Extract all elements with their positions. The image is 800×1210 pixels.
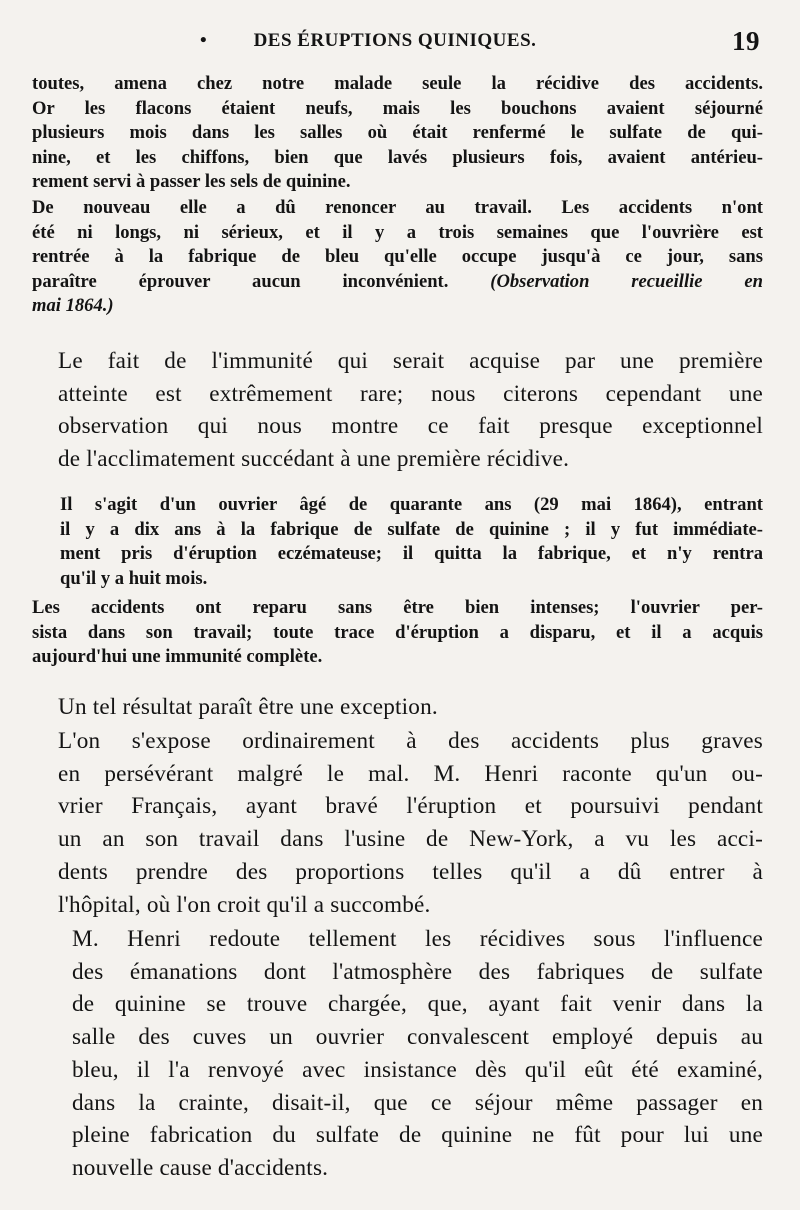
text-line: plusieurs mois dans les salles où était renfermé le sulfate de qui- <box>32 122 763 143</box>
text-line <box>32 294 763 319</box>
paragraph-exception <box>32 691 763 724</box>
text-line: bleu, il l'a renvoyé avec insistance dès qu'il eût été examiné, <box>72 1056 763 1083</box>
text-line: Les accidents ont reparu sans être bien intenses; l'ouvrier per- <box>32 597 763 618</box>
paragraph-henri-recidives <box>32 923 763 1185</box>
text-line: un an son travail dans l'usine de New-York, a vu les acci- <box>58 826 763 853</box>
text-line: Il s'agit d'un ouvrier âgé de quarante ans (29 mai 1864), entrant <box>60 494 763 515</box>
text-line: aujourd'hui une immunité complète. <box>32 646 323 667</box>
running-title: DES ÉRUPTIONS QUINIQUES. <box>253 30 537 51</box>
text-line: des émanations dont l'atmosphère des fabriques de sulfate <box>72 958 763 985</box>
text-line: M. Henri redoute tellement les récidives sous l'influence <box>72 926 763 952</box>
observation-citation: (Observation recueillie en <box>490 270 763 292</box>
text-line: il y a dix ans à la fabrique de sulfate de quinine ; il y fut immédiate- <box>60 518 763 540</box>
text-line: Le fait de l'immunité qui serait acquise par une première <box>58 348 763 374</box>
text-line: vrier Français, ayant bravé l'éruption et poursuivi pendant <box>58 793 763 820</box>
text-line: été ni longs, ni sérieux, et il y a trois semaines que l'ouvrière est <box>32 221 763 243</box>
paragraph-accidents-graves <box>32 725 763 921</box>
observation-date: mai 1864.) <box>32 295 114 316</box>
paragraph-accidents-reparu <box>32 596 763 670</box>
text-line: ment pris d'éruption eczémateuse; il quitta la fabrique, et n'y rentra <box>60 543 763 564</box>
paragraph-renonce-travail <box>32 196 763 319</box>
text-line: rement servi à passer les sels de quinine. <box>32 171 351 192</box>
text-line: De nouveau elle a dû renoncer au travail. Les accidents n'ont <box>32 197 763 218</box>
text-line: toutes, amena chez notre malade seule la récidive des accidents. <box>32 73 763 94</box>
text-line: salle des cuves un ouvrier convalescent employé depuis au <box>72 1024 763 1051</box>
header-bullet: • <box>200 30 208 51</box>
paragraph-immunite <box>32 345 763 476</box>
text-line: observation qui nous montre ce fait presque exceptionnel <box>58 413 763 440</box>
text-line: de l'acclimatement succédant à une première récidive. <box>58 446 570 473</box>
text-line: nouvelle cause d'accidents. <box>72 1154 329 1181</box>
text-line: atteinte est extrêmement rare; nous citerons cependant une <box>58 380 763 407</box>
text-line: pleine fabrication du sulfate de quinine ne fût pour lui une <box>72 1122 763 1149</box>
text-line: nine, et les chiffons, bien que lavés plusieurs fois, avaient antérieu- <box>32 146 763 168</box>
text-line: Un tel résultat paraît être une exception. <box>58 694 438 720</box>
text-line: l'hôpital, où l'on croit qu'il a succombé. <box>58 891 431 918</box>
text-line: rentrée à la fabrique de bleu qu'elle occupe jusqu'à ce jour, sans <box>32 246 763 267</box>
text-line: qu'il y a huit mois. <box>60 567 208 589</box>
text-line: dents prendre des proportions telles qu'il a dû entrer à <box>58 858 763 885</box>
text-line: en persévérant malgré le mal. M. Henri raconte qu'un ou- <box>58 760 763 787</box>
page-number: 19 <box>732 26 760 56</box>
paragraph-observation-end <box>32 72 763 195</box>
running-header <box>30 26 760 56</box>
paragraph-ouvrier-quarante-ans <box>32 493 763 591</box>
text-segment: paraître éprouver aucun inconvénient. <box>32 270 449 292</box>
text-line: L'on s'expose ordinairement à des accidents plus graves <box>58 728 763 754</box>
text-line: de quinine se trouve chargée, que, ayant fait venir dans la <box>72 991 763 1018</box>
text-line: Or les flacons étaient neufs, mais les bouchons avaient séjourné <box>32 97 763 119</box>
text-line: dans la crainte, disait-il, que ce séjour même passager en <box>72 1089 763 1116</box>
text-line: sista dans son travail; toute trace d'éruption a disparu, et il a acquis <box>32 621 763 643</box>
text-line <box>32 270 763 295</box>
